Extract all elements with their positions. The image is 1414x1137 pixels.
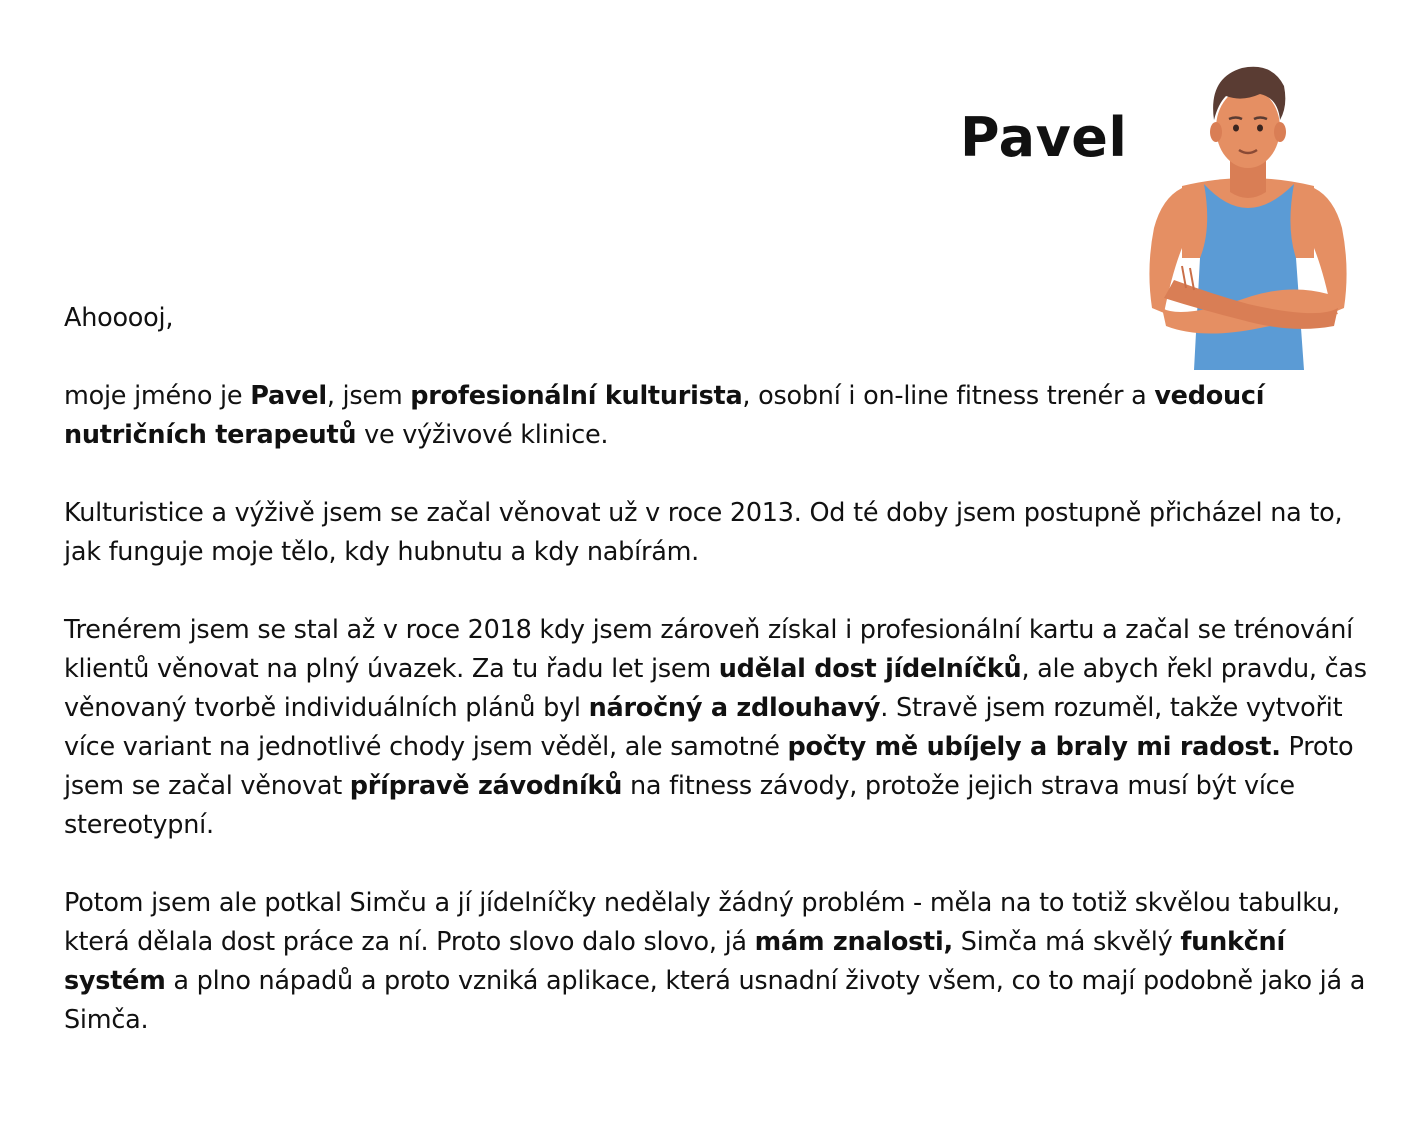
paragraph-app	[64, 884, 1384, 1040]
bold-text: profesionální kulturista	[410, 381, 743, 411]
bold-text: náročný a zdlouhavý	[588, 693, 881, 723]
text: a plno nápadů a proto vzniká aplikace, která usnadní životy všem, co to mají podobně jako já a Simča.	[64, 966, 1366, 1035]
text: na fitness závody, protože jejich strava musí být více stereotypní.	[64, 771, 1295, 840]
text: , osobní i on-line fitness trenér a	[742, 381, 1155, 411]
page-title: Pavel	[960, 106, 1128, 169]
text: , ale abych řekl pravdu, čas věnovaný tvorbě individuálních plánů byl	[64, 654, 1367, 723]
greeting: Ahooooj,	[64, 303, 174, 333]
bold-text: mám znalosti,	[754, 927, 953, 957]
bold-text: vedoucí nutričních terapeutů	[64, 381, 1265, 450]
text: Simča má skvělý	[952, 927, 1181, 957]
text: Potom jsem ale potkal Simču a jí jídelníčky nedělaly žádný problém - měla na to totiž skvělou tabulku, která dělala dost práce za ní. Proto slovo dalo slovo, já	[64, 888, 1340, 957]
bold-text: udělal dost jídelníčků	[718, 654, 1022, 684]
text: moje jméno je	[64, 381, 251, 411]
text: Kulturistice a výživě jsem se začal věnovat už v roce 2013. Od té doby jsem postupně přicházel na to, jak funguje moje tělo, kdy hubnutu a kdy nabírám.	[64, 498, 1343, 567]
bold-text: počty mě ubíjely a braly mi radost.	[787, 732, 1281, 762]
text: . Stravě jsem rozuměl, takže vytvořit více variant na jednotlivé chody jsem věděl, ale samotné	[64, 693, 1343, 762]
text: , jsem	[326, 381, 411, 411]
paragraph-trainer	[64, 611, 1384, 845]
bold-text: přípravě závodníků	[349, 771, 623, 801]
text: ve výživové klinice.	[356, 420, 609, 450]
bold-text: Pavel	[250, 381, 327, 411]
text: Proto jsem se začal věnovat	[64, 732, 1354, 801]
text: Trenérem jsem se stal až v roce 2018 kdy jsem zároveň získal i profesionální kartu a začal se trénování klientů věnovat na plný úvazek. Za tu řadu let jsem	[64, 615, 1354, 684]
bold-text: funkční systém	[64, 927, 1285, 996]
paragraph-history	[64, 494, 1384, 572]
paragraph-intro	[64, 377, 1384, 455]
intro-text	[64, 299, 1384, 1079]
